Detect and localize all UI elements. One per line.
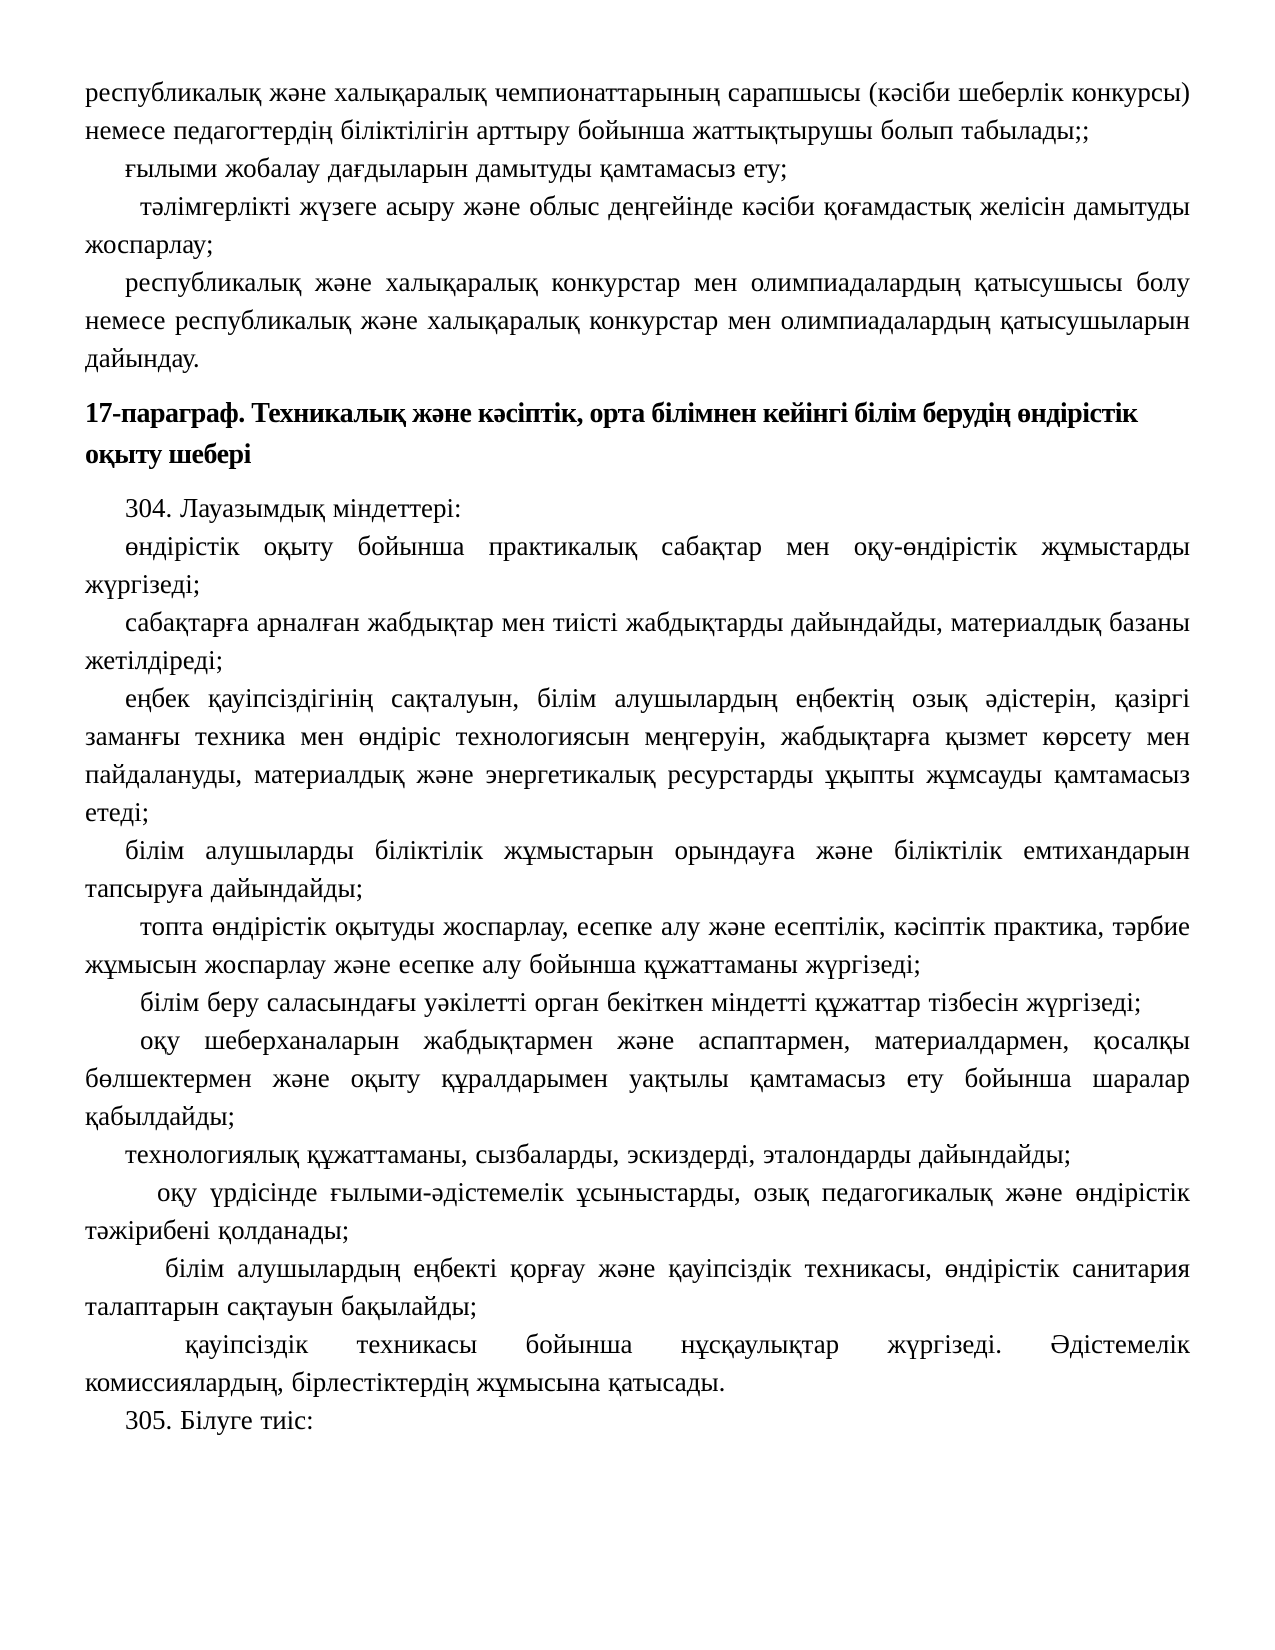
paragraph: білім беру саласындағы уәкілетті орган бекіткен міндетті құжаттар тізбесін жүргізеді;: [140, 987, 1142, 1017]
paragraph: сабақтарға арналған жабдықтар мен тиісті жабдықтарды дайындайды, материалдық базаны жетілдіреді;: [85, 607, 1190, 675]
paragraph: ғылыми жобалау дағдыларын дамытуды қамтамасыз ету;: [125, 153, 788, 183]
paragraph: топта өндірістік оқытуды жоспарлау, есепке алу және есептілік, кәсіптік практика, тәрбие жұмысын жоспарлау және есепке алу бойынша құжаттаманы жүргізеді;: [85, 911, 1190, 979]
paragraph: қауіпсіздік техникасы бойынша нұсқаулықтар жүргізеді. Әдістемелік комиссиялардың, бірлестіктердің жұмысына қатысады.: [85, 1329, 1190, 1397]
paragraph: оқу үрдісінде ғылыми-әдістемелік ұсыныстарды, озық педагогикалық және өндірістік тәжірибені қолданады;: [85, 1177, 1190, 1245]
paragraph: өндірістік оқыту бойынша практикалық сабақтар мен оқу-өндірістік жұмыстарды жүргізеді;: [85, 531, 1190, 599]
paragraph: республикалық және халықаралық чемпионаттарының сарапшысы (кәсіби шеберлік конкурсы) немесе педагогтердің біліктілігін арттыру бойынша жаттықтырушы болып табылады;;: [85, 77, 1190, 145]
paragraph: республикалық және халықаралық конкурстар мен олимпиадалардың қатысушысы болу немесе республикалық және халықаралық конкурстар мен олимпиадалардың қатысушыларын дайындау.: [85, 267, 1190, 373]
paragraph: білім алушылардың еңбекті қорғау және қауіпсіздік техникасы, өндірістік санитария талаптарын сақтауын бақылайды;: [85, 1253, 1190, 1321]
paragraph: еңбек қауіпсіздігінің сақталуын, білім алушылардың еңбектің озық әдістерін, қазіргі заманғы техника мен өндіріс технологиясын меңгеруін, жабдықтарға қызмет көрсету мен пайдалануды, материалдық және энергетикалық ресурстарды ұқыпты жұмсауды қамтамасыз етеді;: [85, 683, 1190, 827]
paragraph: оқу шеберханаларын жабдықтармен және аспаптармен, материалдармен, қосалқы бөлшектермен және оқыту құралдарымен уақтылы қамтамасыз ету бойынша шаралар қабылдайды;: [85, 1025, 1190, 1131]
paragraph: білім алушыларды біліктілік жұмыстарын орындауға және біліктілік емтихандарын тапсыруға дайындайды;: [85, 835, 1190, 903]
clause-304-heading: 304. Лауазымдық міндеттері:: [125, 493, 462, 523]
section-heading: 17-параграф. Техникалық және кәсіптік, орта білімнен кейінгі білім берудің өндірістік оқыту шебері: [85, 398, 1138, 470]
paragraph: тәлімгерлікті жүзеге асыру және облыс деңгейінде кәсіби қоғамдастық желісін дамытуды жоспарлау;: [85, 191, 1190, 259]
clause-305-heading: 305. Білуге тиіс:: [125, 1405, 314, 1435]
paragraph: технологиялық құжаттаманы, сызбаларды, эскиздерді, эталондарды дайындайды;: [125, 1139, 1072, 1169]
